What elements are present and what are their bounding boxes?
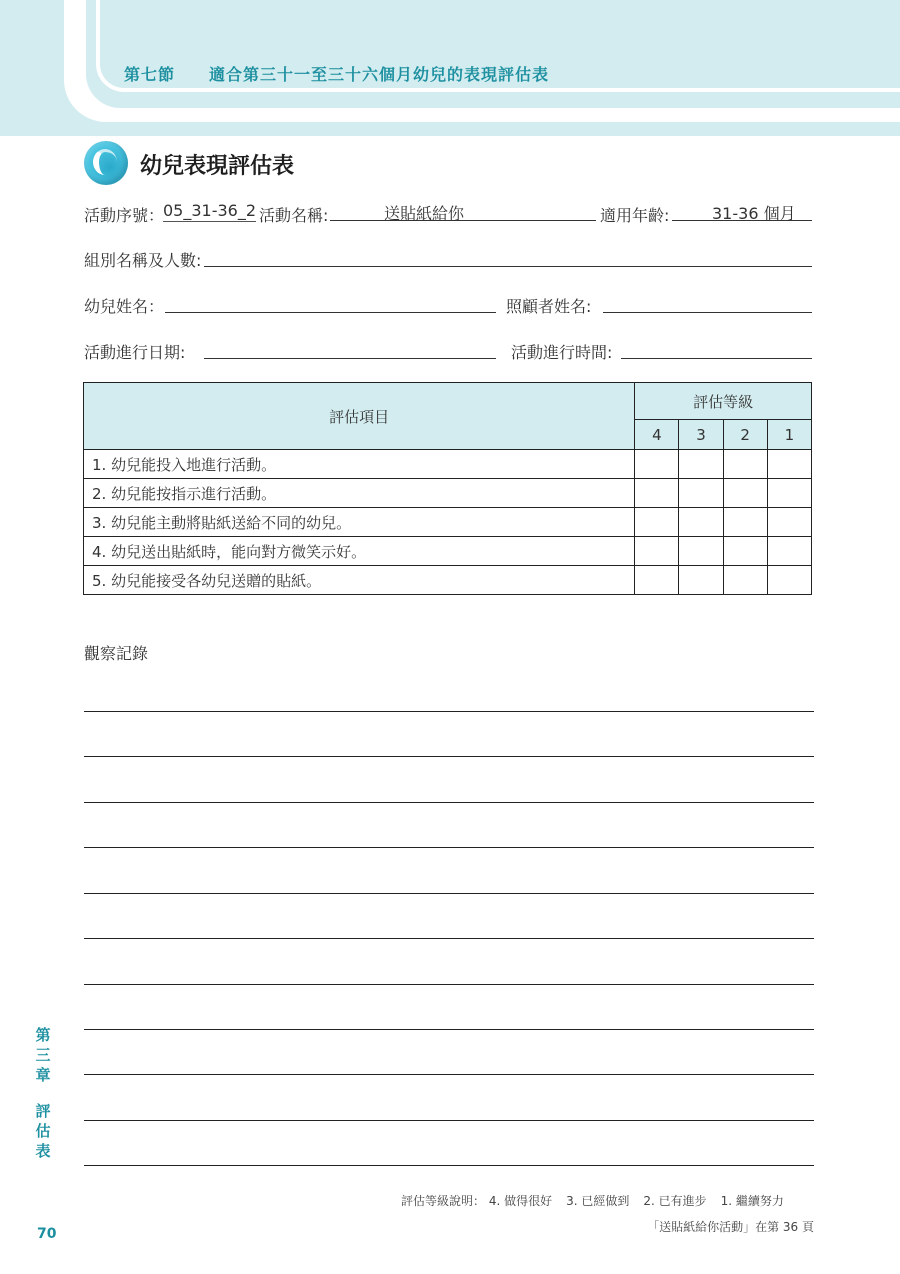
grade-checkbox[interactable]	[767, 537, 811, 566]
item-text: 4. 幼兒送出貼紙時，能向對方微笑示好。	[84, 537, 635, 566]
observation-line[interactable]	[84, 756, 814, 757]
legend-item: 3. 已經做到	[566, 1194, 630, 1208]
item-text: 3. 幼兒能主動將貼紙送給不同的幼兒。	[84, 508, 635, 537]
grade-checkbox[interactable]	[723, 566, 767, 595]
grade-checkbox[interactable]	[635, 508, 679, 537]
page-number: 70	[37, 1226, 57, 1242]
activity-no-field[interactable]: 05_31-36_2	[163, 201, 257, 220]
grade-checkbox[interactable]	[679, 508, 723, 537]
grade-legend	[401, 1192, 784, 1209]
activity-no-label: 活動序號：	[84, 206, 165, 225]
group-field[interactable]	[204, 246, 812, 267]
item-header: 評估項目	[84, 383, 635, 450]
caregiver-label: 照顧者姓名:	[506, 297, 592, 316]
table-row	[84, 566, 812, 595]
table-row	[84, 450, 812, 479]
grade-checkbox[interactable]	[767, 566, 811, 595]
time-label: 活動進行時間:	[511, 343, 613, 362]
observation-line[interactable]	[84, 1029, 814, 1030]
grade-checkbox[interactable]	[723, 508, 767, 537]
observation-label: 觀察記錄	[84, 644, 149, 663]
grade-3-header: 3	[679, 420, 723, 450]
grade-4-header: 4	[635, 420, 679, 450]
grade-checkbox[interactable]	[723, 479, 767, 508]
activity-name-label: 活動名稱:	[259, 206, 329, 225]
grade-checkbox[interactable]	[767, 508, 811, 537]
grade-checkbox[interactable]	[635, 450, 679, 479]
age-label: 適用年齡:	[600, 206, 670, 225]
grade-checkbox[interactable]	[679, 537, 723, 566]
chapter-char: 章	[35, 1066, 51, 1084]
grade-checkbox[interactable]	[723, 537, 767, 566]
chapter-gap	[34, 1085, 52, 1101]
grade-header: 評估等級	[635, 383, 812, 420]
time-field[interactable]	[621, 338, 812, 359]
grade-checkbox[interactable]	[635, 537, 679, 566]
legend-item: 評估等級說明： 4. 做得很好	[401, 1194, 553, 1208]
item-text: 5. 幼兒能接受各幼兒送贈的貼紙。	[84, 566, 635, 595]
table-row	[84, 508, 812, 537]
form-title: 幼兒表現評估表	[140, 154, 295, 179]
item-text: 1. 幼兒能投入地進行活動。	[84, 450, 635, 479]
grade-checkbox[interactable]	[767, 479, 811, 508]
evaluation-table	[83, 382, 812, 595]
reference-note: 「送貼紙給你活動」在第 36 頁	[647, 1220, 814, 1234]
group-label: 組別名稱及人數:	[84, 251, 202, 270]
item-text: 2. 幼兒能按指示進行活動。	[84, 479, 635, 508]
grade-checkbox[interactable]	[635, 566, 679, 595]
chapter-side-label	[34, 1025, 52, 1161]
grade-2-header: 2	[723, 420, 767, 450]
age-field[interactable]: 31-36 個月	[672, 201, 812, 221]
section-number: 第七節	[124, 65, 176, 84]
observation-line[interactable]	[84, 984, 814, 985]
grade-1-header: 1	[767, 420, 811, 450]
observation-line[interactable]	[84, 1165, 814, 1166]
observation-line[interactable]	[84, 802, 814, 803]
chapter-char: 評	[35, 1102, 51, 1120]
chapter-char: 第	[35, 1026, 51, 1044]
chapter-char: 估	[35, 1122, 51, 1140]
child-name-field[interactable]	[165, 292, 496, 313]
observation-line[interactable]	[84, 1074, 814, 1075]
observation-line[interactable]	[84, 1120, 814, 1121]
grade-checkbox[interactable]	[723, 450, 767, 479]
observation-line[interactable]	[84, 847, 814, 848]
chapter-char: 三	[35, 1046, 51, 1064]
grade-checkbox[interactable]	[679, 450, 723, 479]
grade-checkbox[interactable]	[767, 450, 811, 479]
legend-item: 1. 繼續努力	[720, 1194, 784, 1208]
table-row	[84, 537, 812, 566]
grade-checkbox[interactable]	[679, 479, 723, 508]
date-label: 活動進行日期:	[84, 343, 186, 362]
child-name-label: 幼兒姓名：	[84, 297, 165, 316]
grade-checkbox[interactable]	[679, 566, 723, 595]
observation-line[interactable]	[84, 893, 814, 894]
grade-checkbox[interactable]	[635, 479, 679, 508]
bullet-circle-icon	[84, 141, 128, 185]
observation-line[interactable]	[84, 938, 814, 939]
date-field[interactable]	[204, 338, 496, 359]
section-title	[124, 62, 549, 85]
section-title-text: 適合第三十一至三十六個月幼兒的表現評估表	[209, 65, 550, 84]
activity-name-field[interactable]: 送貼紙給你	[330, 201, 596, 221]
legend-item: 2. 已有進步	[643, 1194, 707, 1208]
caregiver-field[interactable]	[603, 292, 812, 313]
table-row	[84, 479, 812, 508]
observation-line[interactable]	[84, 711, 814, 712]
chapter-char: 表	[35, 1142, 51, 1160]
